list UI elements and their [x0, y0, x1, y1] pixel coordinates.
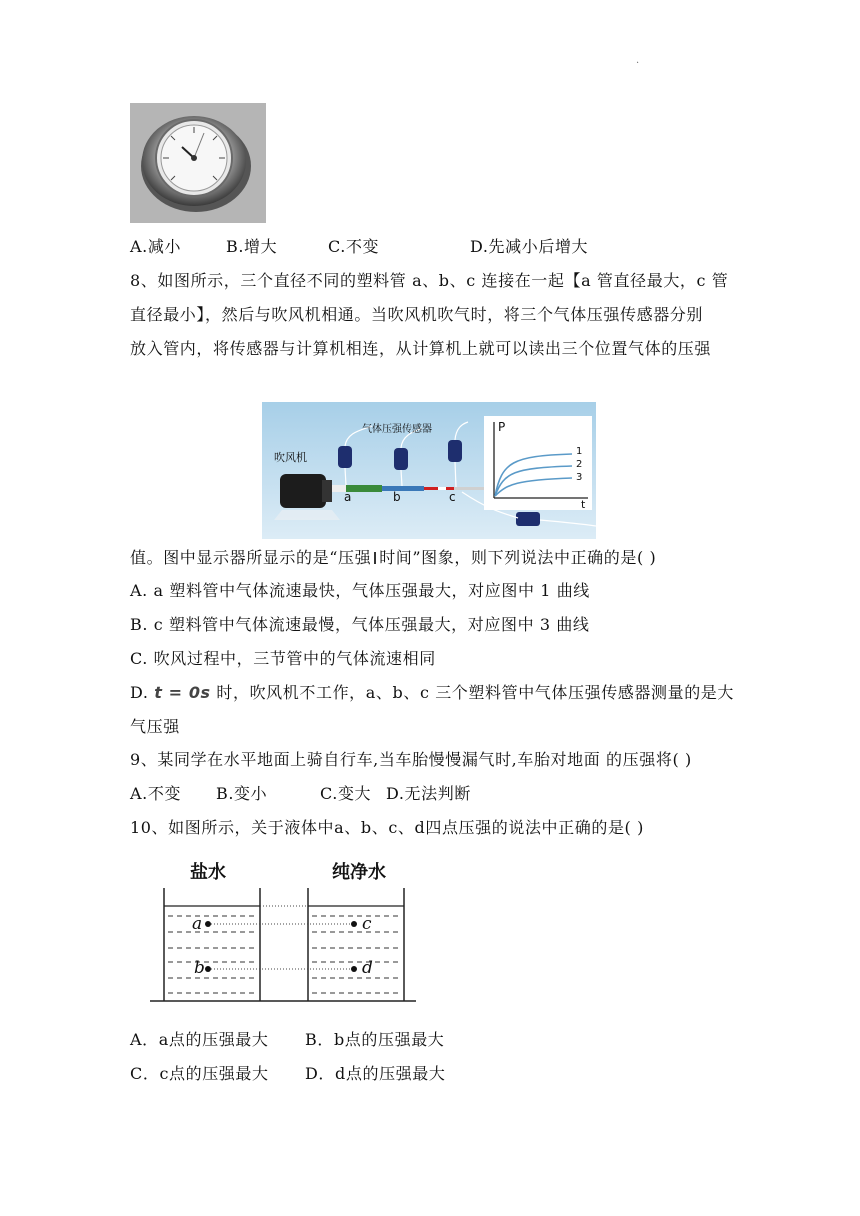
q8-stem-line-2: 直径最小】，然后与吹风机相通。当吹风机吹气时，将三个气体压强传感器分别	[130, 305, 704, 324]
q7-option-d: D.先减小后增大	[470, 237, 589, 256]
q9-option-b: B.变小	[216, 784, 268, 803]
q10-stem: 10、如图所示，关于液体中a、b、c、d四点压强的说法中正确的是( )	[130, 818, 644, 837]
beaker-title-right: 纯净水	[332, 862, 386, 883]
q9-options	[130, 781, 471, 804]
q7-options	[130, 234, 588, 257]
point-label-b: b	[194, 958, 205, 978]
q8-option-d-cont: 气压强	[130, 717, 180, 736]
q9-stem: 9、某同学在水平地面上骑自行车,当车胎慢慢漏气时,车胎对地面 的压强将( )	[130, 750, 692, 769]
curve-label-1: 1	[576, 446, 583, 457]
tube-label-a: a	[344, 490, 352, 504]
graph-y-label: P	[498, 420, 506, 434]
q8-stem-after-part2: 时间”图象，则下列说法中正确的是( )	[379, 548, 657, 567]
beakers-figure	[148, 852, 418, 1004]
graph-x-label: t	[581, 498, 586, 511]
curve-label-3: 3	[576, 472, 583, 483]
q9-option-a: A.不变	[130, 784, 182, 803]
q8-option-a: A. a 塑料管中气体流速最快，气体压强最大，对应图中 1 曲线	[130, 581, 590, 600]
q8-stem-after	[130, 545, 656, 568]
q7-option-a: A.减小	[130, 237, 182, 256]
q8-stem-line-3: 放入管内，将传感器与计算机相连，从计算机上就可以读出三个位置气体的压强	[130, 339, 712, 358]
q10-option-d: D．d点的压强最大	[305, 1064, 446, 1083]
q8-stem-line-1: 8、如图所示，三个直径不同的塑料管 a、b、c 连接在一起【a 管直径最大，c 管	[130, 271, 729, 290]
q8-option-d-prefix: D.	[130, 683, 149, 702]
point-label-d: d	[362, 958, 373, 978]
corner-mark: ·	[636, 58, 640, 69]
q7-option-c: C.不变	[328, 237, 380, 256]
q8-option-d-formula: t = 0s	[154, 683, 211, 702]
q7-option-b: B.增大	[226, 237, 278, 256]
q10-option-a: A．a点的压强最大	[130, 1030, 269, 1049]
point-label-a: a	[192, 914, 203, 934]
q8-option-d-text: 时，吹风机不工作，a、b、c 三个塑料管中气体压强传感器测量的是大	[216, 683, 735, 702]
blower-label: 吹风机	[274, 451, 307, 464]
curve-label-2: 2	[576, 459, 583, 470]
sensor-label: 气体压强传感器	[362, 424, 432, 435]
q8-option-b: B. c 塑料管中气体流速最慢，气体压强最大，对应图中 3 曲线	[130, 615, 590, 634]
q10-options-row1	[130, 1027, 444, 1050]
tube-label-b: b	[393, 490, 401, 504]
q10-option-b: B．b点的压强最大	[305, 1030, 445, 1049]
experiment-figure	[262, 402, 596, 539]
q8-stem-after-part1: 值。图中显示器所显示的是“压强	[130, 548, 372, 567]
q8-option-c: C. 吹风过程中，三节管中的气体流速相同	[130, 649, 436, 668]
barometer-image	[130, 103, 266, 223]
q9-option-c: C.变大	[320, 784, 372, 803]
q10-options-row2	[130, 1061, 445, 1084]
beaker-title-left: 盐水	[190, 862, 226, 883]
separator-glyph	[374, 552, 376, 564]
q10-option-c: C．c点的压强最大	[130, 1064, 269, 1083]
tube-label-c: c	[449, 490, 456, 504]
q8-option-d	[130, 680, 734, 703]
q9-option-d: D.无法判断	[386, 784, 471, 803]
point-label-c: c	[362, 914, 372, 934]
